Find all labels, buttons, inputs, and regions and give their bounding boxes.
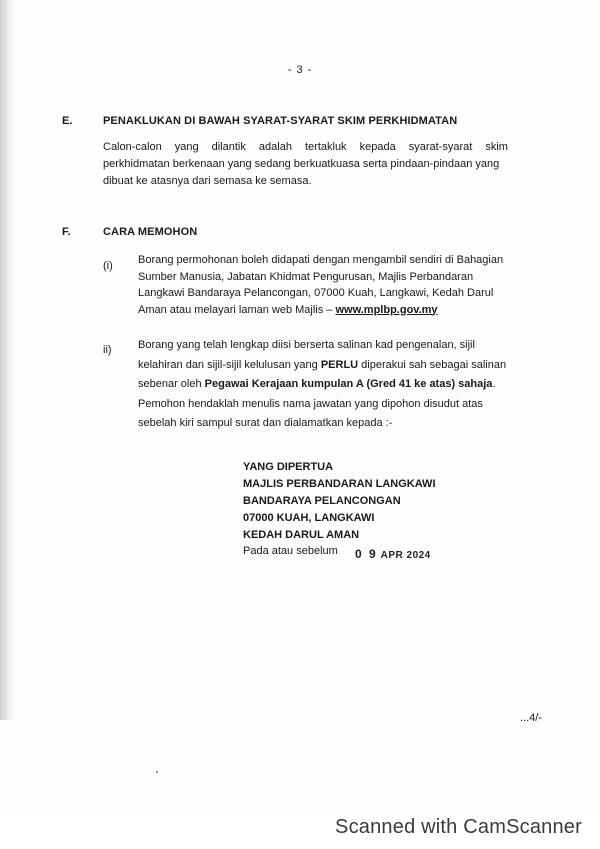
item-ii-perlu: PERLU xyxy=(320,358,359,371)
item-ii-line-4: Pemohon hendaklah menulis nama jawatan yang dipohon disudut atas xyxy=(138,397,483,410)
item-ii-line-1: Borang yang telah lengkap diisi berserta salinan kad pengenalan, sijil xyxy=(138,339,475,351)
address-line-5: KEDAH DARUL AMAN xyxy=(243,529,360,541)
section-e-paragraph xyxy=(103,139,508,190)
scan-speck xyxy=(156,771,158,773)
item-ii-line-2-b: diperakui sah sebagai salinan xyxy=(358,358,507,371)
item-ii-line-3-b: . xyxy=(492,378,496,390)
address-line-2: MAJLIS PERBANDARAN LANGKAWI xyxy=(243,478,436,490)
item-ii-line-2 xyxy=(138,356,508,376)
section-e-title: PENAKLUKAN DI BAWAH SYARAT-SYARAT SKIM PERKHIDMATAN xyxy=(103,115,458,127)
item-i-line-3: Langkawi Bandaraya Pelancongan, 07000 Kuah, Langkawi, Kedah Darul xyxy=(138,287,494,299)
item-ii-line-3 xyxy=(138,375,508,395)
deadline-date-stamp xyxy=(355,547,431,561)
section-f-title: CARA MEMOHON xyxy=(103,226,198,238)
item-ii-line-5: sebelah kiri sampul surat dan dialamatkan kepada :- xyxy=(138,417,393,429)
item-ii-paragraph xyxy=(138,336,508,434)
item-i-line-4-text: Aman atau melayari laman web Majlis – xyxy=(138,303,336,316)
item-ii-number: ii) xyxy=(103,344,112,356)
continuation-marker: ...4/- xyxy=(520,712,543,724)
item-ii-officer-requirement: Pegawai Kerajaan kumpulan A (Gred 41 ke atas) sahaja xyxy=(204,378,493,390)
item-i-line-2: Sumber Manusia, Jabatan Khidmat Pengurusan, Majlis Perbandaran xyxy=(138,270,474,283)
item-i-number: (i) xyxy=(103,260,113,272)
deadline-date-month-year: APR 2024 xyxy=(380,550,431,561)
scan-shadow-edge xyxy=(0,0,14,720)
item-ii-line-3-a: sebenar oleh xyxy=(138,378,205,390)
page-number: - 3 - xyxy=(287,64,313,76)
item-i-line-1: Borang permohonan boleh didapati dengan mengambil sendiri di Bahagian xyxy=(138,254,504,266)
deadline-label: Pada atau sebelum xyxy=(243,545,338,557)
section-e-line-2: perkhidmatan berkenaan yang sedang berkuatkuasa serta pindaan-pindaan yang xyxy=(103,158,500,170)
section-e-line-3: dibuat ke atasnya dari semasa ke semasa. xyxy=(103,175,312,187)
camscanner-watermark: Scanned with CamScanner xyxy=(335,816,582,838)
item-i-line-4 xyxy=(138,302,508,319)
address-line-4: 07000 KUAH, LANGKAWI xyxy=(243,512,375,524)
section-f-letter: F. xyxy=(62,226,71,238)
section-e-letter: E. xyxy=(62,115,73,127)
website-link[interactable]: www.mplbp.gov.my xyxy=(335,303,438,316)
mailing-address xyxy=(243,459,436,544)
item-ii-line-2-a: kelahiran dan sijil-sijil kelulusan yang xyxy=(138,358,321,371)
item-i-paragraph xyxy=(138,252,508,318)
address-line-1: YANG DIPERTUA xyxy=(243,461,334,473)
deadline-date-day: 0 9 xyxy=(355,547,378,561)
address-line-3: BANDARAYA PELANCONGAN xyxy=(243,495,401,507)
section-e-line-1: Calon-calon yang dilantik adalah tertakluk kepada syarat-syarat skim xyxy=(103,141,508,153)
